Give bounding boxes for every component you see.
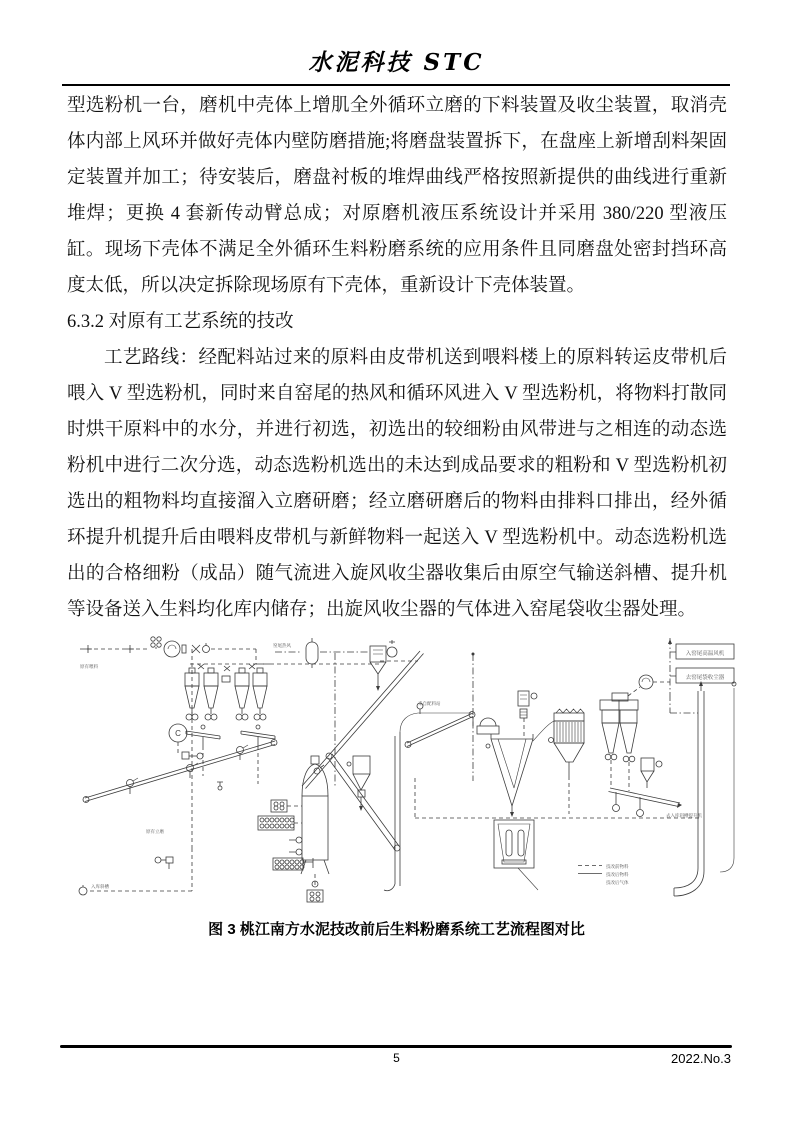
paragraph-continuation: 型选粉机一台，磨机中壳体上增肌全外循环立磨的下料装置及收尘装置，取消壳体内部上风环并做好壳体内壁防磨措施;将磨盘装置拆下，在盘座上新增刮料架固定装置并加工；待安装后，磨盘衬板的堆焊曲线严格按照新提供的曲线进行重新堆焊；更换 4 套新传动臂总成；对原磨机液压系统设计并采用 380/220 型液压缸。现场下壳体不满足全外循环生料粉磨系统的应用条件且同磨盘处密封挡环高度太低，所以决定拆除现场原有下壳体，重新设计下壳体装置。 xyxy=(67,96,727,296)
motor-c-label: C xyxy=(175,729,181,738)
label-belt: 来自配料站 xyxy=(418,701,441,706)
legend-item-3: 技改后气体 xyxy=(606,880,629,885)
label-out-left: 入库斜槽 xyxy=(91,884,109,889)
legend-item-2: 技改后物料 xyxy=(606,872,629,877)
paragraph-process-route: 工艺路线：经配料站过来的原料由皮带机送到喂料楼上的原料转运皮带机后喂入 V 型选粉机，同时来自窑尾的热风和循环风进入 V 型选粉机，将物料打散同时烘干原料中的水分，并进行初选，初选出的较细粉由风带进与之相连的动态选粉机中进行二次分选，动态选粉机选出的未达到成品要求的粗粉和 V 型选粉机初选出的粗物料均直接溜入立磨研磨；经立磨研磨后的物料由排料口排出，经外循环提升机提升后由喂料皮带机与新鲜物料一起送入 V 型选粉机中。动态选粉机选出的合格细粉（成品）随气流进入旋风收尘器收集后由原空气输送斜槽、提升机等设备送入生料均化库内储存；出旋风收尘器的气体进入窑尾袋收尘器处理。 xyxy=(67,348,727,620)
label-chute: 去入库斜槽提升机 xyxy=(666,813,702,818)
journal-header-title: 水泥科技 STC xyxy=(308,49,485,76)
legend-item-1: 技改前物料 xyxy=(606,864,629,869)
section-heading-632: 6.3.2 对原有工艺系统的技改 xyxy=(67,312,294,332)
page-number: 5 xyxy=(393,1051,400,1065)
process-flow-diagram xyxy=(70,636,760,908)
figure-3-flow-diagram xyxy=(70,636,760,908)
label-box1: 入窑尾高温风机 xyxy=(685,651,725,657)
footer-rule xyxy=(60,1045,732,1048)
article-body xyxy=(67,88,727,628)
label-feed-left: 原有喂料 xyxy=(80,664,98,669)
label-box2: 去窑尾袋收尘器 xyxy=(685,675,725,681)
header-rule xyxy=(62,84,730,86)
label-mid-left: 原有立磨 xyxy=(146,829,164,834)
issue-number: 2022.No.3 xyxy=(671,1051,731,1066)
figure-caption: 图 3 桃江南方水泥技改前后生料粉磨系统工艺流程图对比 xyxy=(208,921,585,938)
label-hot-wind: 窑尾热风 xyxy=(273,643,291,648)
